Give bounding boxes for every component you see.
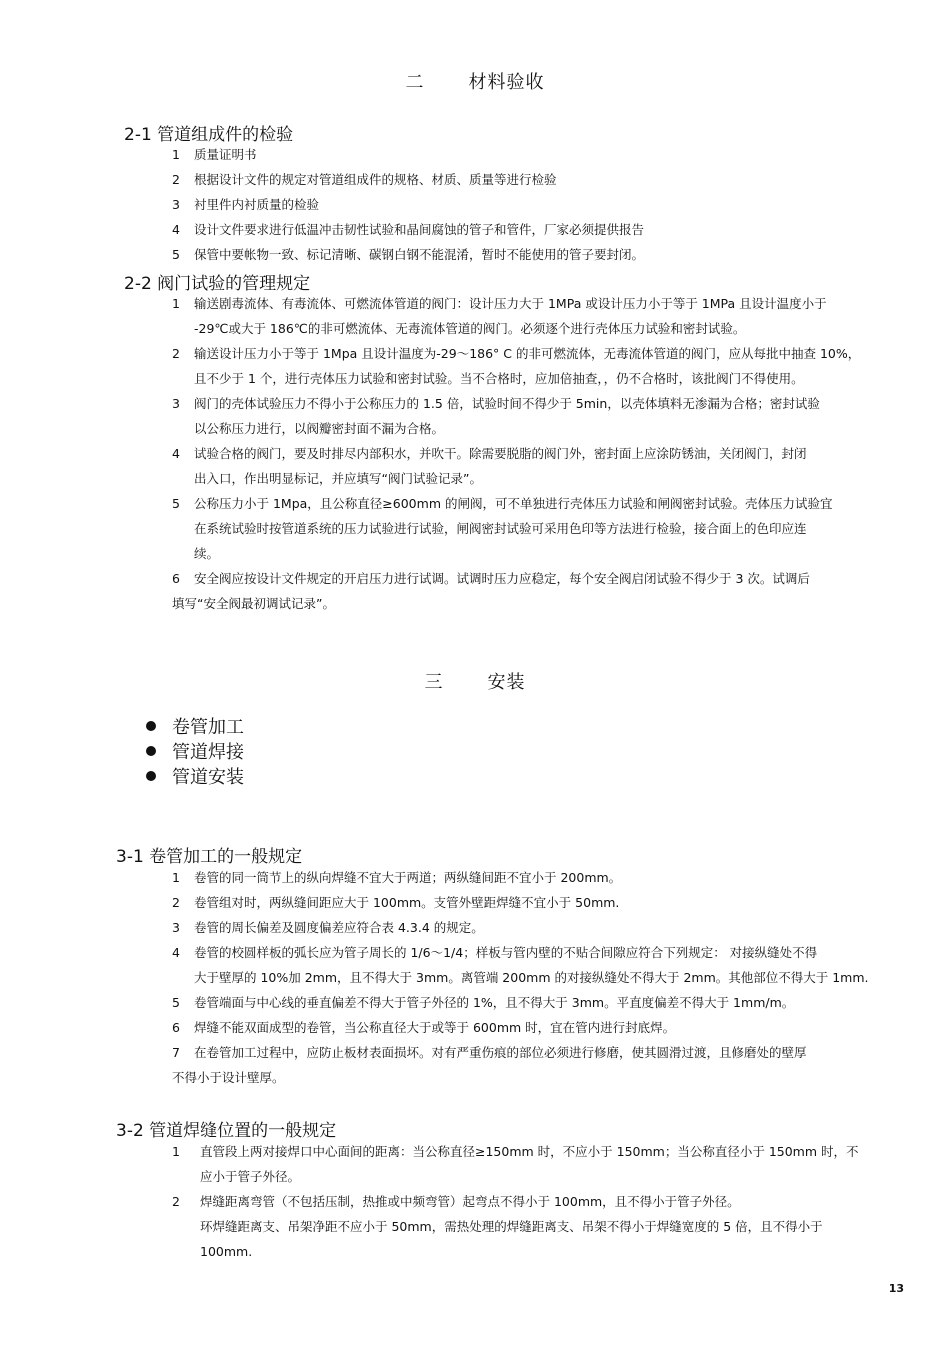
s32-item-2-cont: 环焊缝距离支、吊架净距不应小于 50mm，需热处理的焊缝距离支、吊架不得小于焊缝宽度的 5 倍，且不得小于 [200,1219,823,1234]
s22-item-2-cont: 且不少于 1 个，进行壳体压力试验和密封试验。当不合格时，应加倍抽查，，仍不合格时，该批阀门不得使用。 [194,371,804,386]
s31-item-2: 2 卷管组对时，两纵缝间距应大于 100mm。支管外壁距焊缝不宜小于 50mm. [172,895,620,910]
chapter-2-title [0,68,950,94]
s22-item-2: 2 输送设计压力小于等于 1Mpa 且设计温度为-29～186° C 的非可燃流体，无毒流体管道的阀门，应从每批中抽查 10%， [172,346,861,361]
s22-item-5-cont: 在系统试验时按管道系统的压力试验进行试验，闸阀密封试验可采用色印等方法进行检验，接合面上的色印应连 [194,521,807,536]
s32-item-1: 1 直管段上两对接焊口中心面间的距离：当公称直径≥150mm 时，不应小于 150mm；当公称直径小于 150mm 时，不 [172,1144,859,1159]
section-3-2-heading: 3-2 管道焊缝位置的一般规定 [116,1121,337,1141]
s22-item-5-cont2: 续。 [194,546,220,561]
s31-item-1: 1 卷管的同一筒节上的纵向焊缝不宜大于两道；两纵缝间距不宜小于 200mm。 [172,870,622,885]
s22-item-3: 3 阀门的壳体试验压力不得小于公称压力的 1.5 倍，试验时间不得少于 5min，以壳体填料无渗漏为合格；密封试验 [172,396,820,411]
s22-item-4-cont: 出入口，作出明显标记，并应填写“阀门试验记录”。 [194,471,482,486]
s21-item-1: 1 质量证明书 [172,147,257,162]
bullet-dot-icon [146,746,156,756]
s32-item-2: 2 焊缝距离弯管（不包括压制，热推或中频弯管）起弯点不得小于 100mm，且不得小于管子外径。 [172,1194,740,1209]
s31-item-4-cont: 大于壁厚的 10%加 2mm，且不得大于 3mm。离管端 200mm 的对接纵缝处不得大于 2mm。其他部位不得大于 1mm. [194,970,869,985]
bullet-item: 卷管加工 [146,716,244,740]
s22-item-3-cont: 以公称压力进行，以阀瓣密封面不漏为合格。 [194,421,445,436]
s22-item-5: 5 公称压力小于 1Mpa，且公称直径≥600mm 的闸阀，可不单独进行壳体压力试验和闸阀密封试验。壳体压力试验宜 [172,496,833,511]
chapter-2-number: 二 [405,72,425,93]
s21-item-4: 4 设计文件要求进行低温冲击韧性试验和晶间腐蚀的管子和管件，厂家必须提供报告 [172,222,645,237]
s22-item-4: 4 试验合格的阀门，要及时排尽内部积水，并吹干。除需要脱脂的阀门外，密封面上应涂防锈油，关闭阀门，封闭 [172,446,807,461]
chapter-3-number: 三 [424,672,444,693]
s31-item-5: 5 卷管端面与中心线的垂直偏差不得大于管子外径的 1%，且不得大于 3mm。平直度偏差不得大于 1mm/m。 [172,995,795,1010]
bullet-dot-icon [146,771,156,781]
s22-item-6: 6 安全阀应按设计文件规定的开启压力进行试调。试调时压力应稳定，每个安全阀启闭试验不得少于 3 次。试调后 [172,571,810,586]
bullet-item: 管道焊接 [146,741,244,765]
s31-item-6: 6 焊缝不能双面成型的卷管，当公称直径大于或等于 600mm 时，宜在管内进行封底焊。 [172,1020,676,1035]
s21-item-5: 5 保管中要帐物一致、标记清晰、碳钢白钢不能混淆，暂时不能使用的管子要封闭。 [172,247,645,262]
bullet-item: 管道安装 [146,766,244,790]
bullet-dot-icon [146,721,156,731]
s22-item-1: 1 输送剧毒流体、有毒流体、可燃流体管道的阀门：设计压力大于 1MPa 或设计压力小于等于 1MPa 且设计温度小于 [172,296,827,311]
chapter-3-title [0,668,950,694]
page-number: 13 [888,1282,904,1295]
s22-item-1-cont: -29℃或大于 186℃的非可燃流体、无毒流体管道的阀门。必须逐个进行壳体压力试验和密封试验。 [194,321,746,336]
chapter-3-name: 安装 [487,672,526,693]
s21-item-3: 3 衬里件内衬质量的检验 [172,197,320,212]
section-3-1-heading: 3-1 卷管加工的一般规定 [116,847,303,867]
s31-item-7: 7 在卷管加工过程中，应防止板材表面损坏。对有严重伤痕的部位必须进行修磨，使其圆滑过渡，且修磨处的壁厚 [172,1045,807,1060]
s31-item-4: 4 卷管的校圆样板的弧长应为管子周长的 1/6～1/4；样板与管内壁的不贴合间隙应符合下列规定： 对接纵缝处不得 [172,945,818,960]
s31-item-3: 3 卷管的周长偏差及圆度偏差应符合表 4.3.4 的规定。 [172,920,484,935]
s32-item-2-cont2: 100mm. [200,1244,253,1259]
s31-item-7-cont: 不得小于设计壁厚。 [172,1070,285,1085]
s21-item-2: 2 根据设计文件的规定对管道组成件的规格、材质、质量等进行检验 [172,172,557,187]
s32-item-1-cont: 应小于管子外径。 [200,1169,301,1184]
section-2-1-heading: 2-1 管道组成件的检验 [124,125,294,145]
section-2-2-heading: 2-2 阀门试验的管理规定 [124,274,311,294]
s22-item-6-cont: 填写“安全阀最初调试记录”。 [172,596,335,611]
chapter-2-name: 材料验收 [468,72,545,93]
